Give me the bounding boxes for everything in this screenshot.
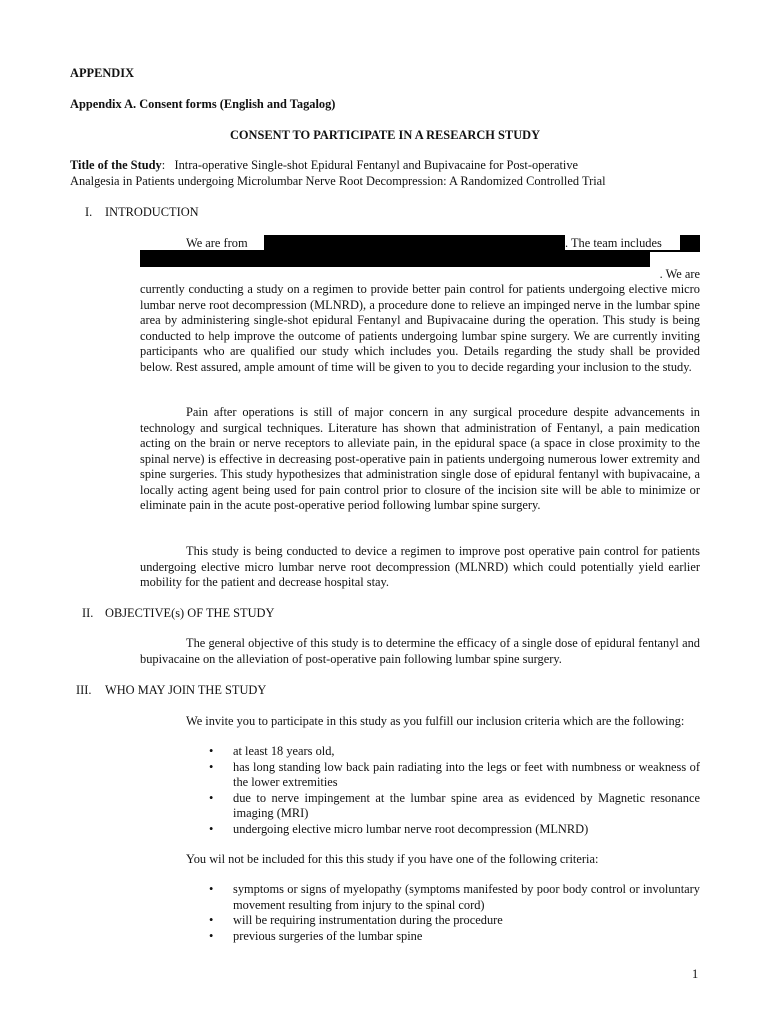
section-numeral-who: III. (76, 683, 92, 697)
study-title (70, 158, 700, 189)
intro-paragraph-3: This study is being conducted to device a regimen to improve post operative pain control for patients undergoing elective micro lumbar nerve root decompression (MLNRD) which could potentially yield earlier mobility for the patient and decrease hospital stay. (140, 544, 700, 589)
bullet-icon: • (209, 790, 214, 805)
redaction-bar-team-start (680, 235, 700, 251)
page-number: 1 (692, 967, 699, 981)
list-item: • at least 18 years old, (209, 744, 335, 758)
intro-paragraph-1: currently conducting a study on a regimen to provide better pain control for patients undergoing elective micro lumbar nerve root decompression (MLNRD), a procedure done to relieve an impinged nerve in the lumbar spine area by administering single-shot epidural Fentanyl and Bupivacaine during the operation. This study is being conducted to help improve the outcome of patients undergoing lumbar spine surgery. We are currently inviting participants who are qualified our study which includes you. Details regarding the study shall be provided below. Rest assured, ample amount of time will be given to you to decide regarding your inclusion to the study. (140, 282, 700, 374)
intro-paragraph-2: Pain after operations is still of major concern in any surgical procedure despite advancements in technology and surgical techniques. Literature has shown that administration of Fentanyl, a pain medication acting on the brain or nerve receptors to alleviate pain, in the epidural space (a space in close proximity to the spinal nerve) is effective in decreasing post-operative pain in patients undergoing numerous lower extremity and spine surgeries. This study hypothesizes that administration single dose of epidural fentanyl with bupivacaine, a locally acting agent being used for pain control prior to closure of the incision site will be able to minimize or eliminate pain in the acute post-operative period following lumbar spine surgery. (140, 405, 700, 512)
intro-team-text: . The team includes (565, 236, 662, 250)
study-title-label: Title of the Study (70, 158, 162, 172)
bullet-icon: • (209, 759, 214, 774)
appendix-heading: APPENDIX (70, 66, 135, 80)
bullet-icon: • (209, 744, 214, 758)
list-item: • has long standing low back pain radiating into the legs or feet with numbness or weakness of the lower extremities (209, 759, 700, 789)
section-heading-objective: OBJECTIVE(s) OF THE STUDY (105, 606, 275, 620)
inclusion-criteria-list (209, 744, 700, 837)
study-title-line1: Intra-operative Single-shot Epidural Fentanyl and Bupivacaine for Post-operative (174, 158, 579, 172)
section-heading-who: WHO MAY JOIN THE STUDY (105, 683, 267, 697)
who-paragraph-2: You wil not be included for this this study if you have one of the following criteria: (186, 852, 599, 866)
consent-title: CONSENT TO PARTICIPATE IN A RESEARCH STUDY (229, 128, 541, 142)
list-item: • undergoing elective micro lumbar nerve root decompression (MLNRD) (209, 821, 589, 836)
section-numeral-intro: I. (85, 205, 93, 219)
section-numeral-objective: II. (82, 606, 94, 620)
appendix-subheading: Appendix A. Consent forms (English and Tagalog) (70, 97, 336, 111)
study-title-line2: Analgesia in Patients undergoing Microlumbar Nerve Root Decompression: A Randomized Controlled Trial (70, 173, 606, 188)
redaction-bar-team-members (140, 251, 650, 267)
objective-paragraph: The general objective of this study is to determine the efficacy of a single dose of epidural fentanyl and bupivacaine on the alleviation of post-operative pain following lumbar spine surgery. (140, 636, 700, 666)
list-item: • will be requiring instrumentation during the procedure (209, 913, 503, 927)
redaction-bar-institution (264, 235, 565, 251)
who-paragraph-1: We invite you to participate in this study as you fulfill our inclusion criteria which are the following: (186, 714, 685, 728)
intro-cont-text: . We are (659, 267, 700, 281)
bullet-icon: • (209, 913, 214, 927)
section-heading-intro: INTRODUCTION (105, 205, 199, 219)
list-item: • previous surgeries of the lumbar spine (209, 928, 423, 943)
exclusion-criteria-list (209, 882, 700, 944)
list-item: • symptoms or signs of myelopathy (symptoms manifested by poor body control or involuntary movement resulting from injury to the spinal cord) (209, 882, 700, 912)
intro-lead-text: We are from (186, 236, 248, 250)
bullet-icon: • (209, 821, 214, 836)
bullet-icon: • (209, 928, 214, 943)
bullet-icon: • (209, 882, 214, 896)
study-title-colon: : (161, 158, 166, 172)
redaction-bar-team-join (140, 250, 700, 252)
list-item: • due to nerve impingement at the lumbar spine area as evidenced by Magnetic resonance imaging (MRI) (209, 790, 700, 820)
